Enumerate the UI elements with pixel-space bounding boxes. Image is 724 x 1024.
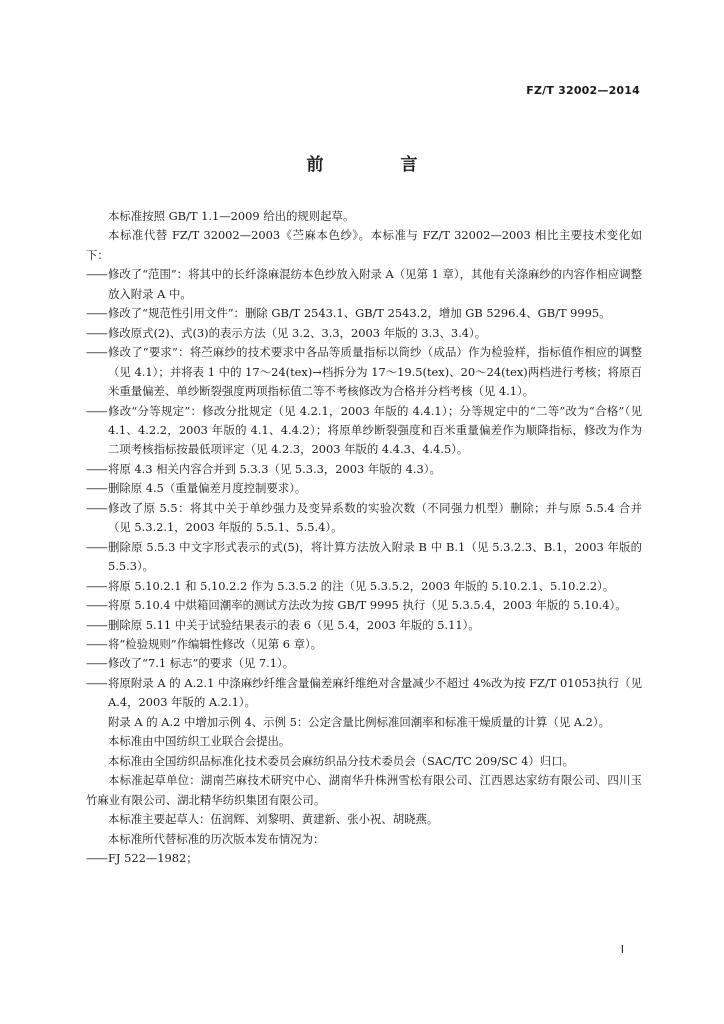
history-list-item — [86, 830, 642, 849]
history-list-item — [86, 849, 642, 868]
change-item-text: 将原 5.10.2.1 和 5.10.2.2 作为 5.3.5.2 的注（见 5.3.5.2，2003 年版的 5.10.2.1、5.10.2.2）。 — [108, 578, 615, 593]
change-list-item — [86, 479, 642, 498]
dash-marker: —— — [86, 403, 107, 418]
dash-marker: —— — [86, 539, 107, 554]
change-list-item — [86, 577, 642, 596]
change-item-text: 删除原 5.5.3 中文字形式表示的式(5)，将计算方法放入附录 B 中 B.1（见 5.3.2.3、B.1，2003 年版的 5.5.3）。 — [108, 539, 642, 574]
change-item-text: 修改了“范围”：将其中的长纤涤麻混纺本色纱放入附录 A（见第 1 章），其他有关涤麻纱的内容作相应调整放入附录 A 中。 — [108, 267, 642, 301]
change-list-item — [86, 635, 642, 654]
change-list-item — [86, 654, 642, 673]
page-title: 前 言 — [306, 155, 448, 175]
dash-marker: —— — [86, 325, 107, 340]
dash-marker: —— — [86, 345, 107, 360]
dash-marker: —— — [86, 850, 107, 865]
dash-marker: —— — [86, 578, 107, 593]
change-list-item — [86, 304, 642, 323]
change-item-text: 修改了“7.1 标志”的要求（见 7.1）。 — [108, 656, 295, 671]
change-item-text: 修改了“要求”：将苎麻纱的技术要求中各品等质量指标以筒纱（成品）作为检验样，指标值作相应的调整（见 4.1）；并将表 1 中的 17～24(tex)→档拆分为 17～19.5(tex)、20～24(tex)两档进行考核；将原百米重量偏差、单纱断裂强度两项指标值二等不考核修改为合格并分档考核（见 4.1）。 — [108, 345, 642, 399]
change-list-item — [86, 674, 642, 713]
dash-marker: —— — [86, 598, 107, 613]
change-list-item — [86, 265, 642, 304]
change-list-item — [86, 596, 642, 615]
page-number: I — [620, 943, 624, 956]
standard-code: FZ/T 32002—2014 — [526, 84, 640, 97]
change-item-text: 删除原 4.5（重量偏差月度控制要求）。 — [108, 481, 307, 496]
change-list-item — [86, 343, 642, 401]
dash-marker: —— — [86, 656, 107, 671]
document-body — [86, 207, 642, 868]
dash-marker: —— — [86, 461, 107, 476]
dash-marker: —— — [86, 481, 107, 496]
dash-marker: —— — [86, 267, 107, 282]
history-item-text: FJ 522—1982； — [108, 850, 198, 865]
dash-marker: —— — [86, 636, 107, 651]
change-item-text: 将原附录 A 的 A.2.1 中涤麻纱纤维含量偏差麻纤维绝对含量减少不超过 4%改为按 FZ/T 01053执行（见 A.4，2003 年版的 A.2.1）。 — [108, 675, 642, 710]
change-item-text: 将原 5.10.4 中烘箱回潮率的测试方法改为按 GB/T 9995 执行（见 5.3.5.4，2003 年版的 5.10.4）。 — [108, 598, 627, 613]
dash-marker: —— — [86, 306, 107, 321]
paragraph: 本标准由全国纺织品标准化技术委员会麻纺织品分技术委员会（SAC/TC 209/SC 4）归口。 — [108, 753, 574, 768]
change-item-text: 将原 4.3 相关内容合并到 5.3.3（见 5.3.3，2003 年版的 4.3）。 — [108, 461, 441, 476]
change-item-text: 修改原式(2)、式(3)的表示方法（见 3.2、3.3，2003 年版的 3.3、3.4）。 — [108, 325, 487, 340]
paragraph: 本标准主要起草人：伍润辉、刘黎明、黄建新、张小祝、胡晓燕。 — [108, 812, 439, 827]
change-list-item — [86, 324, 642, 343]
history-item-text: 本标准所代替标准的历次版本发布情况为： — [108, 831, 325, 846]
dash-marker: —— — [86, 617, 107, 632]
paragraph: 本标准起草单位：湖南苎麻技术研究中心、湖南华升株洲雪松有限公司、江西恩达家纺有限公司、四川玉竹麻业有限公司、湖北精华纺织集团有限公司。 — [86, 773, 642, 807]
dash-marker: —— — [86, 675, 107, 690]
change-list-item — [86, 538, 642, 577]
change-list-item — [86, 616, 642, 635]
change-list-item — [86, 499, 642, 538]
change-item-text: 修改了“规范性引用文件”：删除 GB/T 2543.1、GB/T 2543.2，增加 GB 5296.4、GB/T 9995。 — [108, 306, 611, 321]
paragraph: 本标准代替 FZ/T 32002—2003《苎麻本色纱》。本标准与 FZ/T 32002—2003 相比主要技术变化如下： — [86, 228, 642, 262]
change-list-item — [86, 460, 642, 479]
change-item-text: 删除原 5.11 中关于试验结果表示的表 6（见 5.4，2003 年版的 5.11）。 — [108, 617, 480, 632]
change-list-item — [86, 402, 642, 460]
paragraph: 本标准按照 GB/T 1.1—2009 给出的规则起草。 — [108, 209, 355, 223]
change-item-text: 将“检验规则”作编辑性修改（见第 6 章）。 — [108, 636, 323, 651]
change-item-text: 修改了原 5.5：将其中关于单纱强力及变异系数的实验次数（不同强力机型）删除；并与原 5.5.4 合并（见 5.3.2.1，2003 年版的 5.5.1、5.5.4）。 — [108, 500, 642, 535]
paragraph: 附录 A 的 A.2 中增加示例 4、示例 5：公定含量比例标准回潮率和标准干燥质量的计算（见 A.2）。 — [108, 714, 611, 729]
dash-marker: —— — [86, 500, 107, 515]
paragraph: 本标准由中国纺织工业联合会提出。 — [108, 734, 291, 749]
change-item-text: 修改“分等规定”：修改分批规定（见 4.2.1，2003 年版的 4.4.1）；分等规定中的“二等”改为“合格”（见 4.1、4.2.2，2003 年版的 4.1、4.4.2）；将原单纱断裂强度和百米重量偏差作为顺降指标，修改为作为二项考核指标按最低项评定（见 4.2.3，2003 年版的 4.4.3、4.4.5）。 — [108, 403, 642, 457]
